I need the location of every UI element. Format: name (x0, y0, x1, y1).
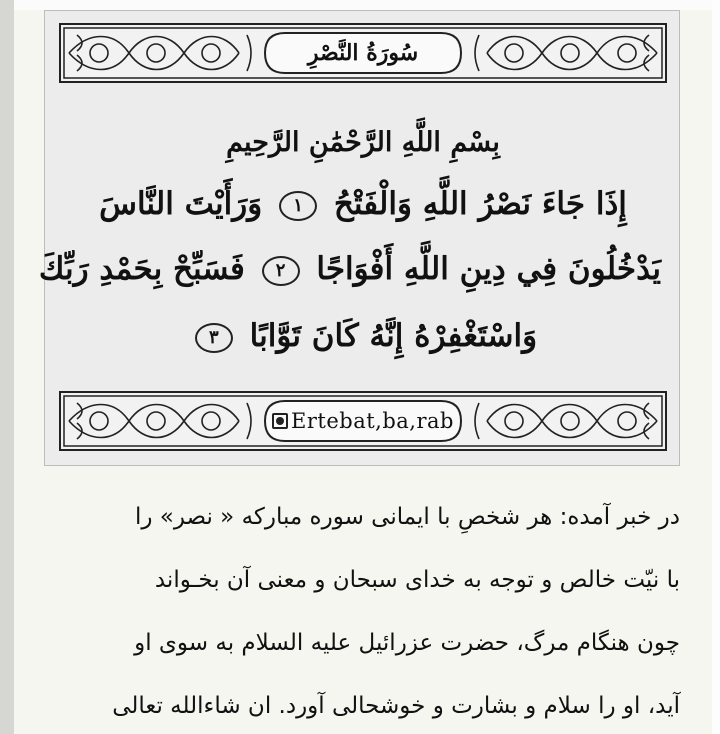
verse-line-2-text: يَدْخُلُونَ فِي دِينِ اللَّهِ أَفْوَاجًا (316, 251, 661, 287)
right-edge (712, 0, 720, 734)
title-band (59, 23, 667, 83)
credit-cartouche (265, 401, 461, 441)
ayah-marker-2: ٢ (262, 256, 300, 286)
verse-line-3 (65, 318, 661, 354)
verse-line-2-continuation: فَسَبِّحْ بِحَمْدِ رَبِّكَ (38, 251, 245, 287)
ayah-marker-3: ٣ (195, 323, 233, 353)
ayah-marker-1: ١ (279, 191, 317, 221)
note-line-4: آید، او را سلام و بشارت و خوشحالی آورد. ان شاءالله تعالی (112, 693, 680, 719)
verse-line-3-text: وَاسْتَغْفِرْهُ إِنَّهُ كَانَ تَوَّابًا (249, 318, 538, 354)
top-edge (0, 0, 720, 10)
surah-title-cartouche (265, 33, 461, 73)
document-page (14, 10, 712, 734)
note-line-1: در خبر آمده: هر شخصِ با ایمانی سوره مبارکه « نصر» را (134, 504, 680, 530)
note-line-2: با نیّت خالص و توجه به خدای سبحان و معنی آن بخـواند (154, 567, 680, 593)
credit-text: Ertebat,ba,rab (291, 409, 454, 433)
credit-band (59, 391, 667, 451)
surah-title: سُورَةُ النَّصْرِ (307, 40, 419, 66)
verse-line-1 (65, 186, 661, 222)
basmala (65, 129, 661, 156)
verse-line-2 (38, 251, 661, 287)
note-line-3: چون هنگام مرگ، حضرت عزرائیل علیه السلام به سوی او (134, 630, 680, 656)
verse-line-1-continuation: وَرَأَيْتَ النَّاسَ (99, 186, 263, 222)
camera-icon (272, 413, 288, 429)
quran-panel (38, 10, 680, 466)
left-edge (0, 0, 14, 734)
basmala-text: بِسْمِ اللَّهِ الرَّحْمَٰنِ الرَّحِيمِ (226, 127, 500, 158)
verse-line-1-text: إِذَا جَاءَ نَصْرُ اللَّهِ وَالْفَتْحُ (333, 186, 627, 222)
